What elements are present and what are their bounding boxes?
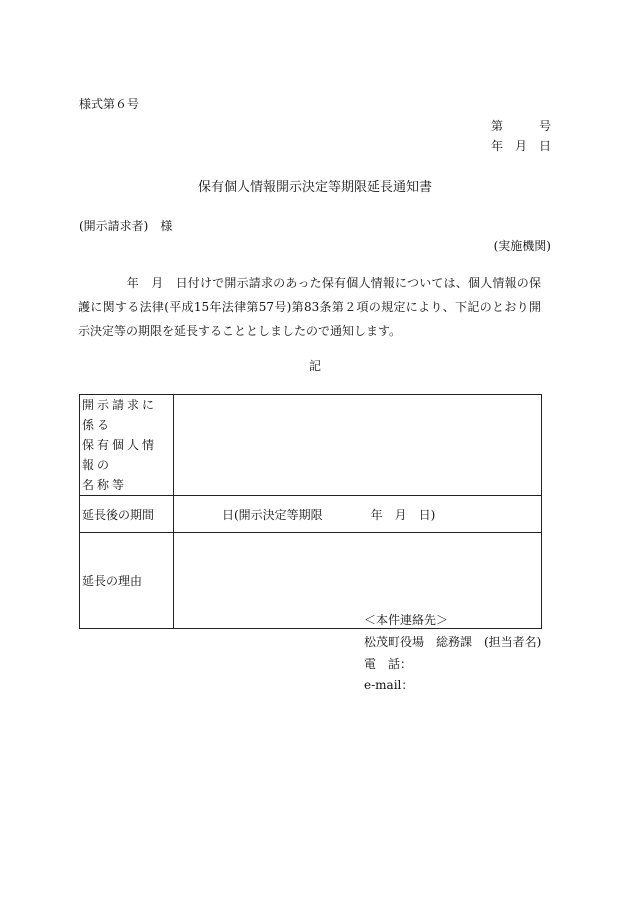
document-date: 年 月 日: [490, 139, 551, 153]
table-row: [80, 496, 542, 533]
table-row: [80, 395, 542, 496]
value-cell: [174, 533, 542, 629]
ki-heading: 記: [308, 359, 321, 373]
issuer: (実施機関): [493, 239, 551, 253]
label-line: 保有個人情報の: [82, 438, 158, 472]
contact-phone: 電 話：: [364, 657, 413, 671]
extended-period-value: 日(開示決定等期限 年 月 日): [222, 507, 436, 522]
body-paragraph: 年 月 日付けで開示請求のあった保有個人情報については、個人情報の保護に関する法律(平成15年法律第57号)第83条第２項の規定により、下記のとおり開示決定等の期限を延長することとしましたので通知します。: [78, 276, 541, 338]
label-cell: 延長後の期間: [80, 496, 174, 533]
document-number: 第 号: [490, 119, 551, 133]
recipient: (開示請求者) 様: [79, 219, 173, 233]
contact-email: e-mail：: [364, 678, 414, 692]
contact-department: 松茂町役場 総務課 (担当者名): [364, 635, 542, 649]
value-cell: [174, 496, 542, 533]
label-cell: 延長の理由: [80, 533, 174, 629]
value-cell: [174, 395, 542, 496]
contact-heading: ＜本件連絡先＞: [364, 613, 449, 627]
table-row: [80, 533, 542, 629]
form-number: 様式第６号: [79, 97, 140, 111]
page-title: 保有個人情報開示決定等期限延長通知書: [197, 180, 432, 195]
label-cell: [80, 395, 174, 496]
info-table: [79, 394, 542, 629]
label-line: 開示請求に係る: [82, 398, 158, 432]
label-line: 名称等: [82, 478, 128, 492]
